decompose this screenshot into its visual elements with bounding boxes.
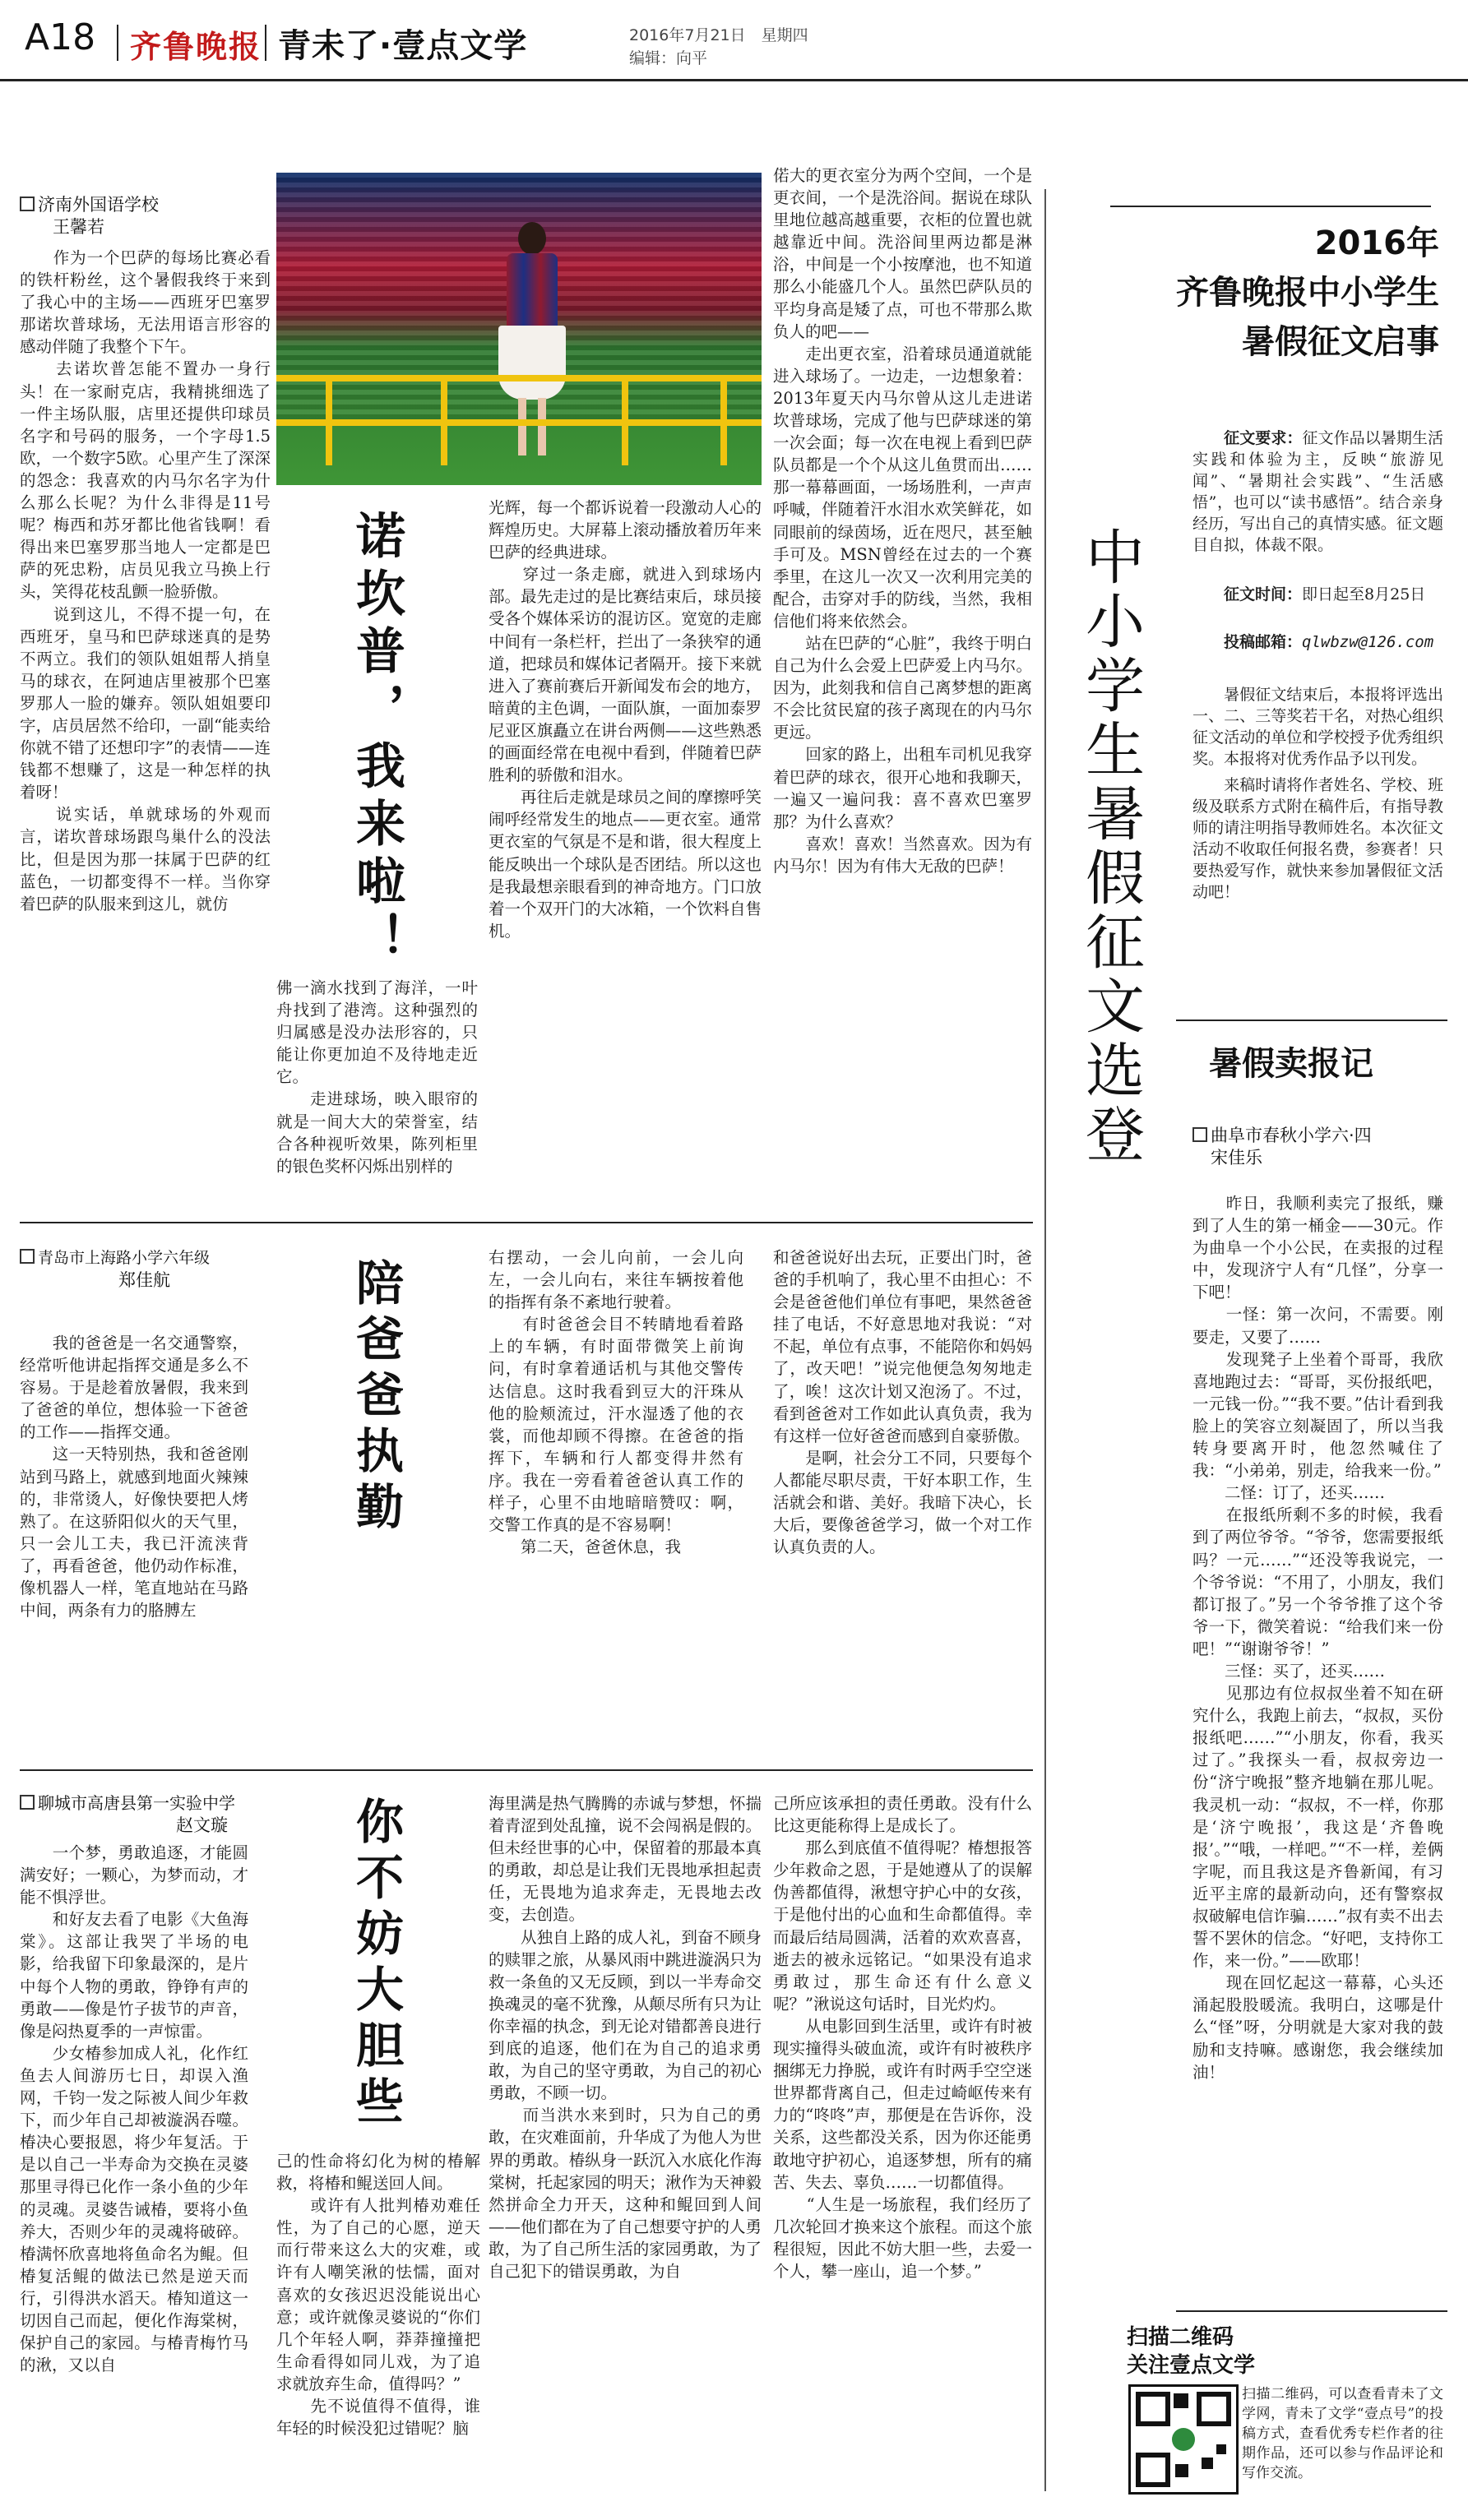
time-label: 征文时间：: [1224, 585, 1303, 603]
article-column: 光辉，每一个都诉说着一段激动人心的辉煌历史。大屏幕上滚动播放着历年来巴萨的经典进球。 穿过一条走廊，就进入到球场内部。最先走过的是比赛结束后，球员接受各个媒体采访的混访区。宽宽的走廊中间有一条栏杆，拦出了一条狭窄的通道，把球员和媒体记者隔开。接下来就进入了赛前赛后开新闻发布会的地方，暗黄的主色调，一面队旗，一面加泰罗尼亚区旗矗立在讲台两侧——这些熟悉的画面经常在电视中看到，伴随着巴萨胜利的骄傲和泪水。 再往后走就是球员之间的摩擦呼笑闹呼经常发生的地点——更衣室。通常更衣室的气氛是不是和谐，很大程度上能反映出一个球队是否团结。所以这也是我最想亲眼看到的神奇地方。门口放着一个双开门的大冰箱，一个饮料自售机。: [489, 498, 762, 941]
editor-credit: 编辑：向平: [629, 49, 708, 67]
time-text: 即日起至8月25日: [1302, 585, 1426, 603]
qr-code-icon[interactable]: [1128, 2384, 1239, 2495]
qr-heading-line2: 关注壹点文学: [1127, 2353, 1256, 2378]
square-bullet-icon: [1192, 1127, 1207, 1142]
article-column: 海里满是热气腾腾的赤诚与梦想，怀揣着青涩到处乱撞，说不会闯祸是假的。但未经世事的心中，保留着的那最本真的勇敢，却总是让我们无畏地承担起责任，无畏地为追求奔走，无畏地去改变，去创造。 从独自上路的成人礼，到奋不顾身的赎罪之旅，从暴风雨中跳进漩涡只为救一条鱼的又无反顾，到以一半寿命交换魂灵的毫不犹豫，从颠尽所有只为让你幸福的执念，到无论对错都善良进行到底的追逐，他们在为自己的追求勇敢，为自己的坚守勇敢，为自己的初心勇敢，不顾一切。 而当洪水来到时，只为自己的勇敢，在灾难面前，升华成了为他人为世界的勇敢。椿纵身一跃沉入水底化作海棠树，托起家园的明天；湫作为天神毅然拼命全力开天，这种和鲲回到人间——他们都在为了自己想要守护的人勇敢，为了自己所生活的家园勇敢，为了自己犯下的错误勇敢，为自: [489, 1794, 762, 2281]
article-title: 诺坎普，我来啦！: [348, 510, 405, 970]
author-name: 郑佳航: [118, 1270, 170, 1290]
contest-title-year: 2016年: [1314, 224, 1439, 262]
article-title: 你不妨大胆些: [348, 1796, 404, 2132]
email-label: 投稿邮箱：: [1224, 633, 1303, 651]
article-column: 佛一滴水找到了海洋，一叶舟找到了港湾。这种强烈的归属感是没办法形容的，只能让你更加迫不及待地走近它。 走进球场，映入眼帘的就是一间大大的荣誉室，结合各种视听效果，陈列柜里的银色奖杯闪烁出别样的: [276, 978, 478, 1176]
article-column: 己所应该承担的责任勇敢。没有什么比这更能称得上是成长了。 那么到底值不值得呢？椿想报答少年救命之恩，于是她遵从了的误解伪善都值得，湫想守护心中的女孩，于是他付出的心血和生命都值得。幸而最后结局圆满，活着的欢欢喜喜，逝去的被永远铭记。“如果没有追求勇敢过，那生命还有什么意义呢？”湫说这句话时，目光灼灼。 从电影回到生活里，或许有时被现实撞得头破血流，或许有时被秩序捆绑无力挣脱，或许有时两手空空迷世界都背离自己，但走过崎岖传来有力的“咚咚”声，那便是在告诉你，没关系，这些都没关系，因为你还能勇敢地守护初心，追逐梦想，所有的痛苦、失去、辜负……一切都值得。 “人生是一场旅程，我们经历了几次轮回才换来这个旅程。而这个旅程很短，因此不妨大胆一些，去爱一个人，攀一座山，追一个梦。”: [773, 1794, 1032, 2281]
article-column: 作为一个巴萨的每场比赛必看的铁杆粉丝，这个暑假我终于来到了我心中的主场——西班牙巴塞罗那诺坎普球场，无法用语言形容的感动伴随了我整个下午。 去诺坎普怎能不置办一身行头！在一家耐克店，我精挑细选了一件主场队服，店里还提供印球员名字和号码的服务，一个字母1.5欧，一个数字5欧。心里产生了深深的怨念：我喜欢的内马尔名字为什么那么长呢？为什么非得是11号呢？梅西和苏牙都比他省钱啊！看得出来巴塞罗那当地人一定都是巴萨的死忠粉，店员见我立马换上行头，笑得花枝乱颤一脸骄傲。 说到这儿，不得不提一句，在西班牙，皇马和巴萨球迷真的是势不两立。我们的领队姐姐帮人捎皇马的球衣，在阿迪店里被那个巴塞罗那人一脸的嫌弃。领队姐姐要印字，店员居然不给印，一副“能卖给你就不错了还想印字”的表情——连钱都不想赚了，这是一种怎样的执着呀！ 说实话，单就球场的外观而言，诺坎普球场跟鸟巢什么的没法比，但是因为那一抹属于巴萨的红蓝色，一切都变得不一样。当你穿着巴萨的队服来到这儿，就仿: [20, 248, 271, 913]
masthead-divider: [265, 25, 266, 61]
masthead-rule: [0, 79, 1468, 81]
author-block: [20, 1792, 266, 1837]
section-title: 青未了·壹点文学: [278, 27, 528, 65]
masthead-divider: [117, 25, 118, 61]
author-block: [20, 194, 266, 238]
girl-figure: [495, 222, 569, 469]
article-title: 暑假卖报记: [1209, 1045, 1373, 1083]
article-column: 和爸爸说好出去玩，正要出门时，爸爸的手机响了，我心里不由担心：不会是爸爸他们单位有事吧，果然爸爸挂了电话，不好意思地对我说：“对不起，单位有点事，不能陪你和妈妈了，改天吧！”说完他便急匆匆地走了，唉！这次计划又泡汤了。不过，看到爸爸对工作如此认真负责，我为有这样一位好爸爸而感到自豪骄傲。 是啊，社会分工不同，只要每个人都能尽职尽责，干好本职工作，生活就会和谐、美好。我暗下决心，长大后，要像爸爸学习，做一个对工作认真负责的人。: [773, 1248, 1032, 1557]
contest-vertical-title: 中小学生暑假征文选登: [1076, 526, 1145, 1168]
requirement-label: 征文要求：: [1224, 429, 1303, 447]
square-bullet-icon: [20, 1795, 35, 1810]
sidebar-divider: [1044, 189, 1046, 2491]
contest-email: [1192, 631, 1443, 677]
contest-note: 暑假征文结束后，本报将评选出一、二、三等奖若干名，对热心组织征文活动的单位和学校授予优秀组织奖。本报将对优秀作品予以刊发。: [1192, 686, 1443, 768]
article-column: 右摆动，一会儿向前，一会儿向左，一会儿向右，来往车辆按着他的指挥有条不紊地行驶着。 有时爸爸会目不转睛地看着路上的车辆，有时面带微笑上前询问，有时拿着通话机与其他交警传达信息。这时我看到豆大的汗珠从他的脸颊流过，汗水湿透了他的衣裳，而他却顾不得擦。在爸爸的指挥下，车辆和行人都变得井然有序。我在一旁看着爸爸认真工作的样子，心里不由地暗暗赞叹：啊，交警工作真的是不容易啊！ 第二天，爸爸休息，我: [489, 1248, 743, 1557]
author-name: 赵文璇: [176, 1815, 228, 1835]
article-column: 偌大的更衣室分为两个空间，一个是更衣间，一个是洗浴间。据说在球队里地位越高越重要，衣柜的位置也就越靠近中间。洗浴间里两边都是淋浴，中间是一个小按摩池，也不知道那么小能盛几个人。虽然巴萨队员的平均身高是矮了点，可也不带那么欺负人的吧—— 走出更衣室，沿着球员通道就能进入球场了。一边走，一边想象着：2013年夏天内马尔曾从这儿走进诺坎普球场，完成了他与巴萨球迷的第一次会面；每一次在电视上看到巴萨队员都是一个个从这儿鱼贯而出……那一幕幕画面，一场场胜利，一声声呼喊，伴随着汗水泪水欢笑鲜花，如同眼前的绿茵场，近在咫尺，甚至触手可及。MSN曾经在过去的一个赛季里，在这儿一次又一次利用完美的配合，击穿对手的防线，当然，我相信他们将来依然会。 站在巴萨的“心脏”，我终于明白自己为什么会爱上巴萨爱上内马尔。因为，此刻我和信自己离梦想的距离不会比贫民窟的孩子离现在的内马尔更远。 回家的路上，出租车司机见我穿着巴萨的球衣，很开心地和我聊天，一遍又一遍问我：喜不喜欢巴塞罗那？为什么喜欢？ 喜欢！喜欢！当然喜欢。因为有内马尔！因为有伟大无敌的巴萨！: [773, 166, 1032, 876]
article-rule: [20, 1769, 1033, 1771]
contest-title-sub: 暑假征文启事: [1242, 323, 1439, 361]
stadium-girl-photo: [276, 173, 762, 485]
sidebar-rule: [1176, 1020, 1447, 1021]
author-block: [20, 1246, 266, 1292]
issue-date: 2016年7月21日 星期四: [629, 26, 808, 44]
author-name: 王馨若: [53, 217, 104, 237]
qr-heading: [1127, 2323, 1255, 2379]
article-column: 昨日，我顺利卖完了报纸，赚到了人生的第一桶金——30元。作为曲阜一个小公民，在卖报的过程中，发现济宁人有“几怪”，分享一下吧！ 一怪：第一次问，不需要。刚要走，又要了…… 发现凳子上坐着个哥哥，我欣喜地跑过去：“哥哥，买份报纸吧，一元钱一份。”“我不要。”估计看到我脸上的笑容立刻凝固了，所以当我转身要离开时，他忽然喊住了我：“小弟弟，别走，给我来一份。” 二怪：订了，还买…… 在报纸所剩不多的时候，我看到了两位爷爷。“爷爷，您需要报纸吗？一元……”“还没等我说完，一个爷爷说：“不用了，小朋友，我们都订报了。”另一个爷爷推了这个爷爷一下，微笑着说：“给我们来一份吧！”“谢谢爷爷！” 三怪：买了，还买…… 见那边有位叔叔坐着不知在研究什么，我跑上前去，“叔叔，买份报纸吧……”“小朋友，你看，我买过了。”我探头一看，叔叔旁边一份“济宁晚报”整齐地躺在那儿呢。我灵机一动：“叔叔，不一样，你那是‘济宁晚报’，我这是‘齐鲁晚报’。”“哦，一样吧。”“不一样，差俩字呢，而且我这是齐鲁新闻，有习近平主席的最新动向，还有警察叔叔破解电信诈骗……”叔有卖不出去誓不罢休的信念。“好吧，支持你工作，来一份。”——欧耶！ 现在回忆起这一幕幕，心头还涌起股股暖流。我明白，这哪是什么“怪”呀，分明就是大家对我的鼓励和支持嘛。感谢您，我会继续加油！: [1192, 1194, 1443, 2082]
barrier: [276, 419, 762, 426]
qr-caption: 扫描二维码，可以查看青未了文学网，青未了文学“壹点号”的投稿方式，查看优秀专栏作者的往期作品，还可以参与作品评论和写作交流。: [1242, 2386, 1443, 2481]
contest-time: [1192, 584, 1443, 630]
qr-heading-line1: 扫描二维码: [1127, 2325, 1234, 2350]
requirement-text: 征文作品以暑期生活实践和体验为主，反映“旅游见闻”、“暑期社会实践”、“生活感悟”，也可以“读书感悟”。结合亲身经历，写出自己的真情实感。征文题目自拟，体裁不限。: [1192, 429, 1443, 554]
barrier: [276, 375, 762, 381]
barrier: [720, 375, 727, 465]
barrier: [326, 375, 332, 465]
author-school: 聊城市高唐县第一实验中学: [38, 1793, 235, 1813]
square-bullet-icon: [20, 1249, 35, 1264]
author-school: 曲阜市春秋小学六·四: [1211, 1126, 1372, 1145]
square-bullet-icon: [20, 197, 35, 211]
barrier: [622, 375, 628, 465]
sidebar-rule: [1176, 2310, 1447, 2312]
newspaper-logo: 齐鲁晚报: [130, 28, 262, 65]
sidebar-rule: [1110, 206, 1431, 207]
contest-title-main: 齐鲁晚报中小学生: [1176, 274, 1439, 312]
contest-title: [1118, 219, 1439, 367]
contest-note: 来稿时请将作者姓名、学校、班级及联系方式附在稿件后，有指导教师的请注明指导教师姓名。本次征文活动不收取任何报名费，参赛者！只要热爱写作，就快来参加暑假征文活动吧！: [1192, 776, 1443, 901]
barrier: [441, 375, 447, 465]
article-title: 陪爸爸执勤: [348, 1258, 404, 1537]
contest-requirements: [1192, 428, 1443, 554]
article-column: 一个梦，勇敢追逐，才能圆满安好；一颗心，为梦而动，才能不惧浮世。 和好友去看了电影《大鱼海棠》。这部让我哭了半场的电影，给我留下印象最深的，是片中每个人物的勇敢，铮铮有声的勇敢——像是竹子拔节的声音，像是闷热夏季的一声惊雷。 少女椿参加成人礼，化作红鱼去人间游历七日，却误入渔网，千钧一发之际被人间少年救下，而少年自己却被漩涡吞噬。椿决心要报恩，将少年复活。于是以自己一半寿命为交换在灵婆那里寻得已化作一条小鱼的少年的灵魂。灵婆告诫椿，要将小鱼养大，否则少年的灵魂将破碎。椿满怀欣喜地将鱼命名为鲲。但椿复活鲲的做法已然是逆天而行，引得洪水滔天。椿知道这一切因自己而起，便化作海棠树，保护自己的家园。与椿青梅竹马的湫，又以自: [20, 1843, 248, 2375]
article-column: 己的性命将幻化为树的椿解救，将椿和鲲送回人间。 或许有人批判椿劝难任性，为了自己的心愿，逆天而行带来这么大的灾难，或许有人嘲笑湫的怯懦，面对喜欢的女孩迟迟没能说出心意；或许就像灵婆说的“你们几个年轻人啊，莽莽撞撞把生命看得如同儿戏，为了追求就放弃生命，值得吗？” 先不说值得不值得，谁年轻的时候没犯过错呢？脑: [276, 2152, 480, 2439]
author-school: 济南外国语学校: [38, 195, 159, 215]
email-text[interactable]: qlwbzw@126.com: [1302, 633, 1434, 651]
page-number: A18: [25, 16, 96, 58]
article-column: 我的爸爸是一名交通警察，经常听他讲起指挥交通是多么不容易。于是趁着放暑假，我来到了爸爸的单位，想体验一下爸爸的工作——指挥交通。 这一天特别热，我和爸爸刚站到马路上，就感到地面火辣辣的，非常烫人，好像快要把人烤熟了。在这骄阳似火的天气里，只一会儿工夫，我已汗流浃背了，再看爸爸，他仍动作标准，像机器人一样，笔直地站在马路中间，两条有力的胳膊左: [20, 1334, 248, 1621]
author-block: [1192, 1125, 1443, 1169]
article-rule: [20, 1222, 1033, 1223]
author-name: 宋佳乐: [1211, 1148, 1262, 1168]
author-school: 青岛市上海路小学六年级: [38, 1249, 211, 1267]
